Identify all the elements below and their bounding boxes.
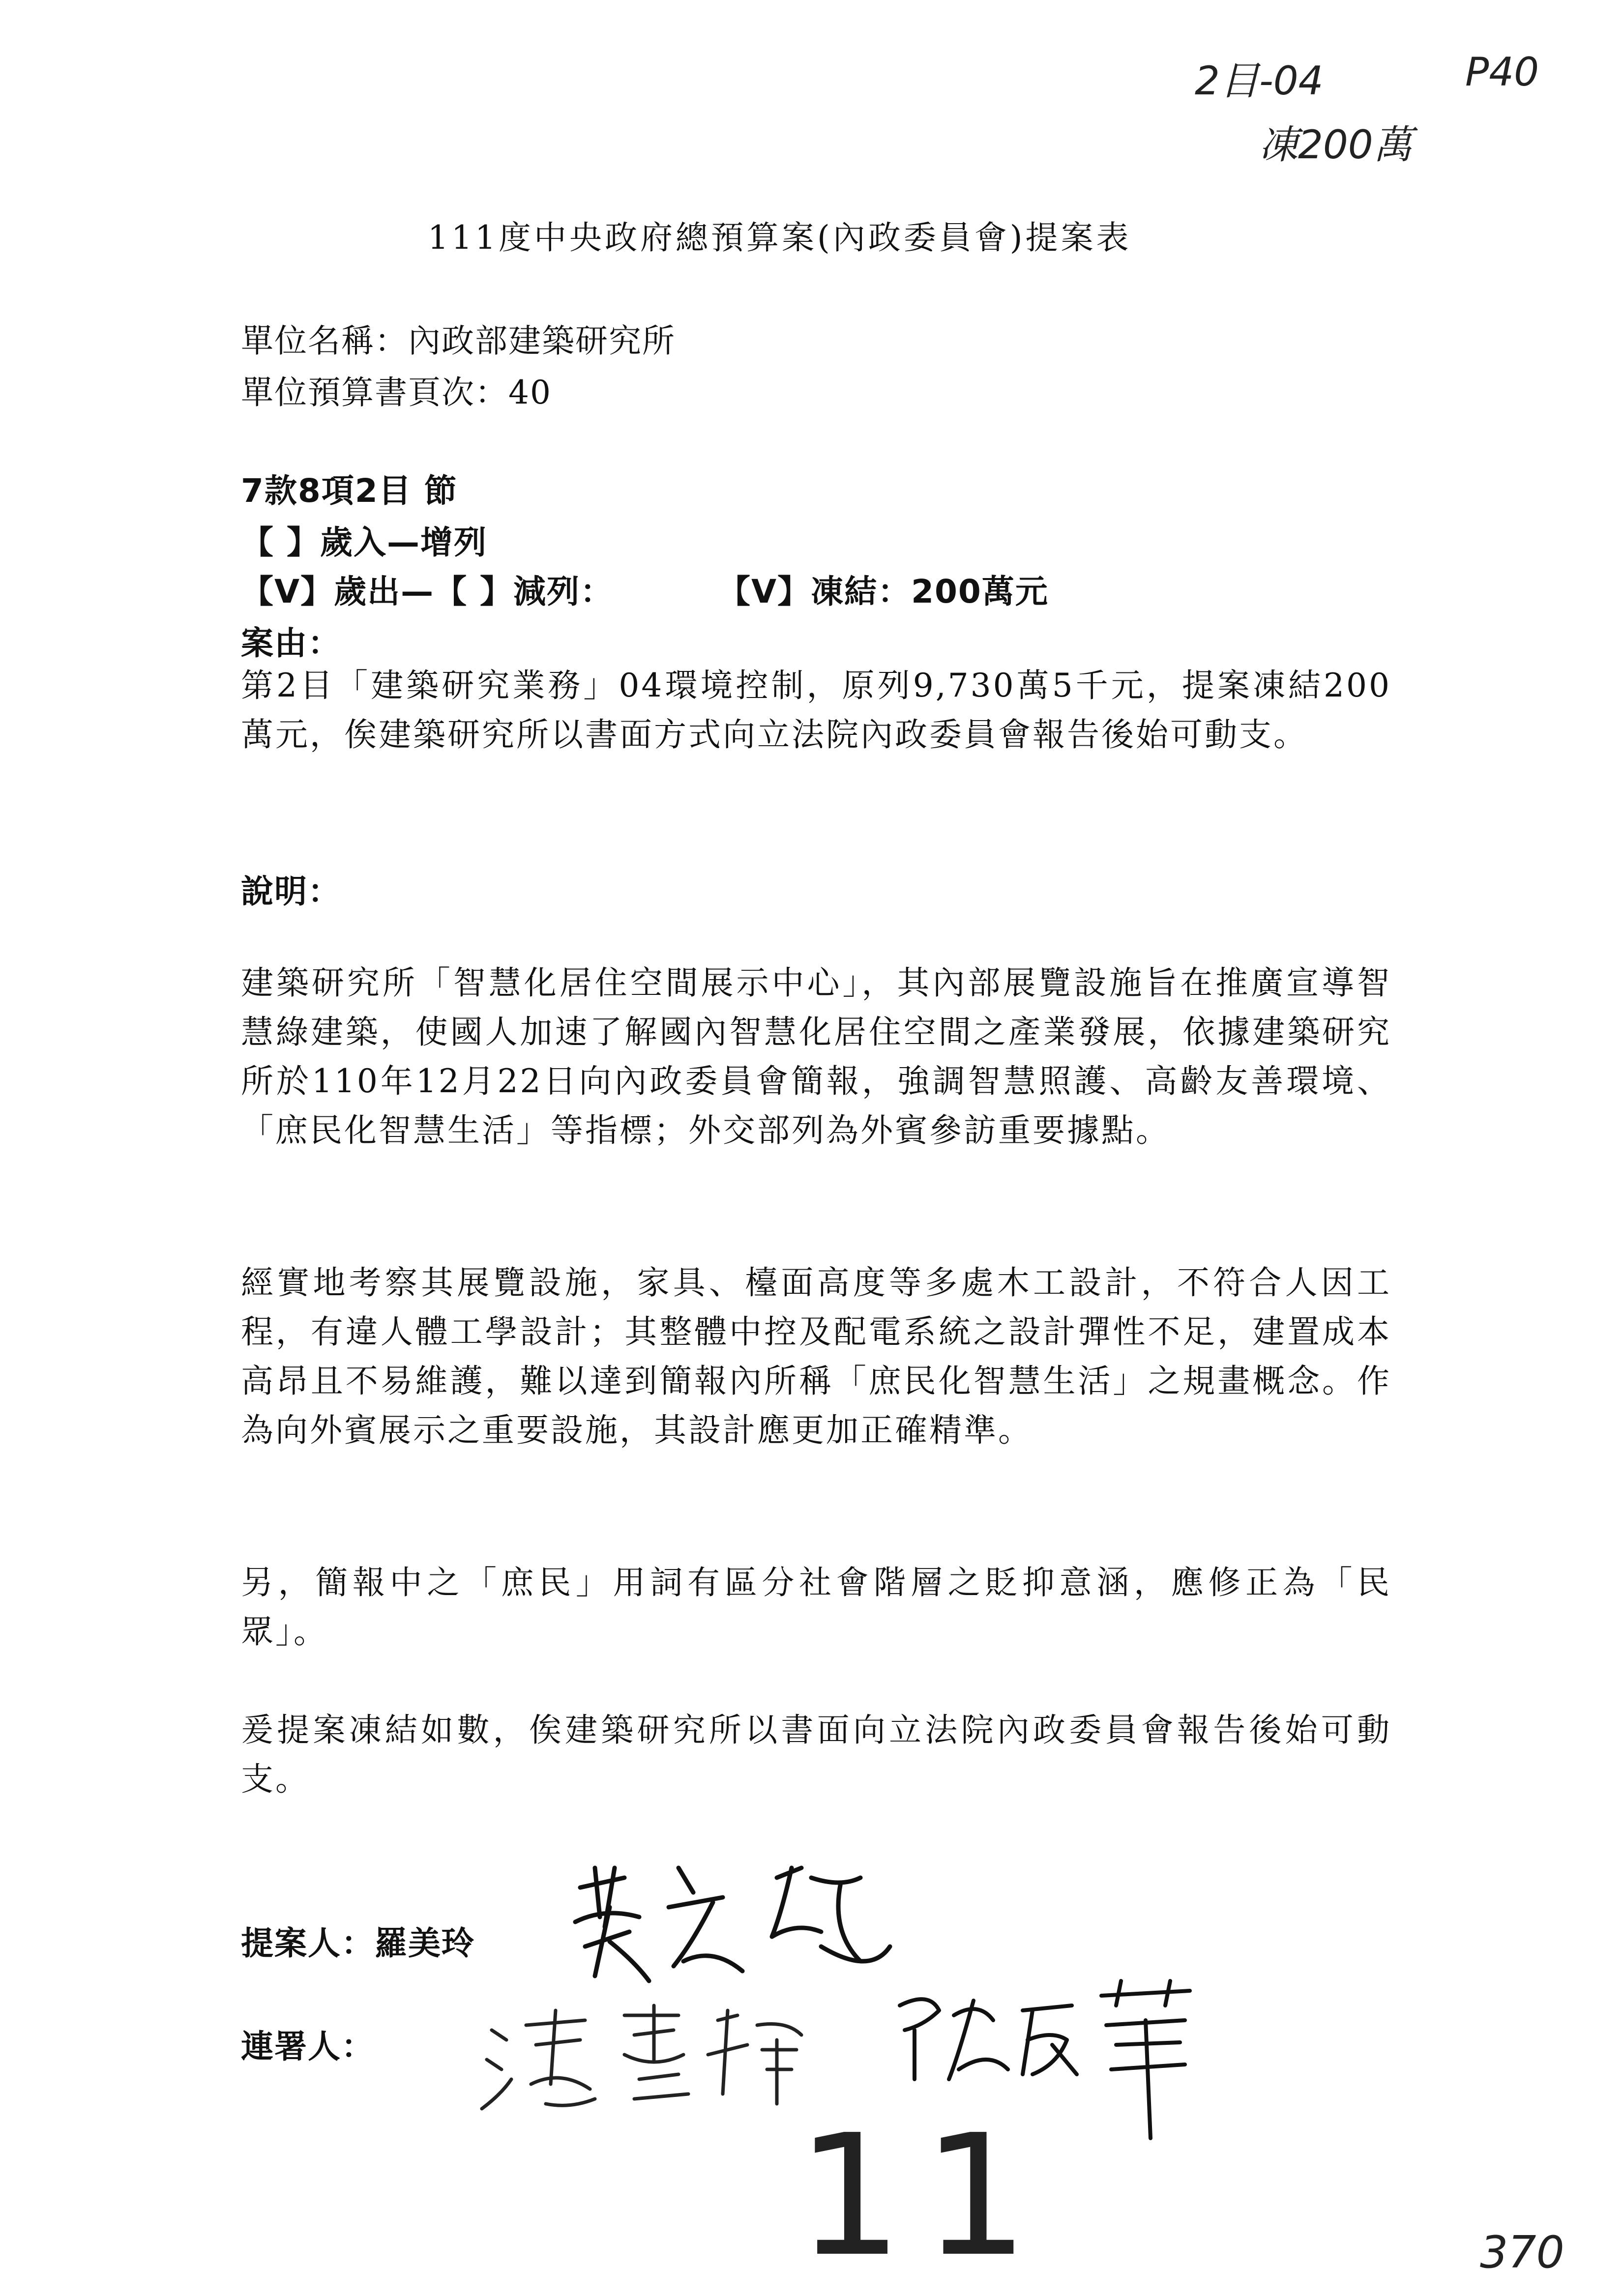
proposer-signature — [565, 1848, 900, 1996]
cosigner-signature-1 — [472, 1996, 816, 2123]
handwritten-code: 2目-04 — [1195, 58, 1324, 104]
budget-page: 單位預算書頁次：40 — [241, 374, 552, 411]
section-code: 7款8項2目 節 — [241, 472, 458, 510]
page-title: 111度中央政府總預算案(內政委員會)提案表 — [428, 219, 1132, 257]
handwritten-number: 11 — [797, 2099, 1049, 2294]
handwritten-bottom-number: 370 — [1480, 2227, 1565, 2278]
unit-name: 單位名稱：內政部建築研究所 — [241, 322, 676, 360]
handwritten-freeze-note: 凍200萬 — [1259, 122, 1413, 168]
proposer: 提案人：羅美玲 — [241, 1924, 475, 1962]
explanation-paragraph-3: 另，簡報中之「庶民」用詞有區分社會階層之貶抑意涵，應修正為「民眾」。 — [241, 1564, 1391, 1651]
case-reason-label: 案由： — [241, 624, 341, 662]
cosigner-label: 連署人： — [241, 2028, 375, 2065]
explanation-label: 說明： — [241, 872, 341, 910]
revenue-line: 【 】歲入—增列 — [241, 523, 487, 561]
case-reason: 第2目「建築研究業務」04環境控制，原列9,730萬5千元，提案凍結200萬元，俟建築研究所以書面方式向立法院內政委員會報告後始可動支。 — [241, 667, 1391, 754]
explanation-paragraph-1: 建築研究所「智慧化居住空間展示中心」，其內部展覽設施旨在推廣宣導智慧綠建築，使國人加速了解國內智慧化居住空間之產業發展，依據建築研究所於110年12月22日向內政委員會簡報，強調智慧照護、高齡友善環境、「庶民化智慧生活」等指標；外交部列為外賓參訪重要據點。 — [241, 964, 1391, 1149]
explanation-paragraph-4: 爰提案凍結如數，俟建築研究所以書面向立法院內政委員會報告後始可動支。 — [241, 1711, 1391, 1798]
freeze-line: 【V】凍結：200萬元 — [718, 573, 1049, 610]
expense-line: 【V】歲出—【 】減列： — [241, 573, 614, 610]
handwritten-page-ref: P40 — [1465, 49, 1539, 95]
explanation-paragraph-2: 經實地考察其展覽設施，家具、檯面高度等多處木工設計，不符合人因工程，有違人體工學設計；其整體中控及配電系統之設計彈性不足，建置成本高昂且不易維護，難以達到簡報內所稱「庶民化智慧生活」之規畫概念。作為向外賓展示之重要設施，其設計應更加正確精準。 — [241, 1264, 1391, 1449]
